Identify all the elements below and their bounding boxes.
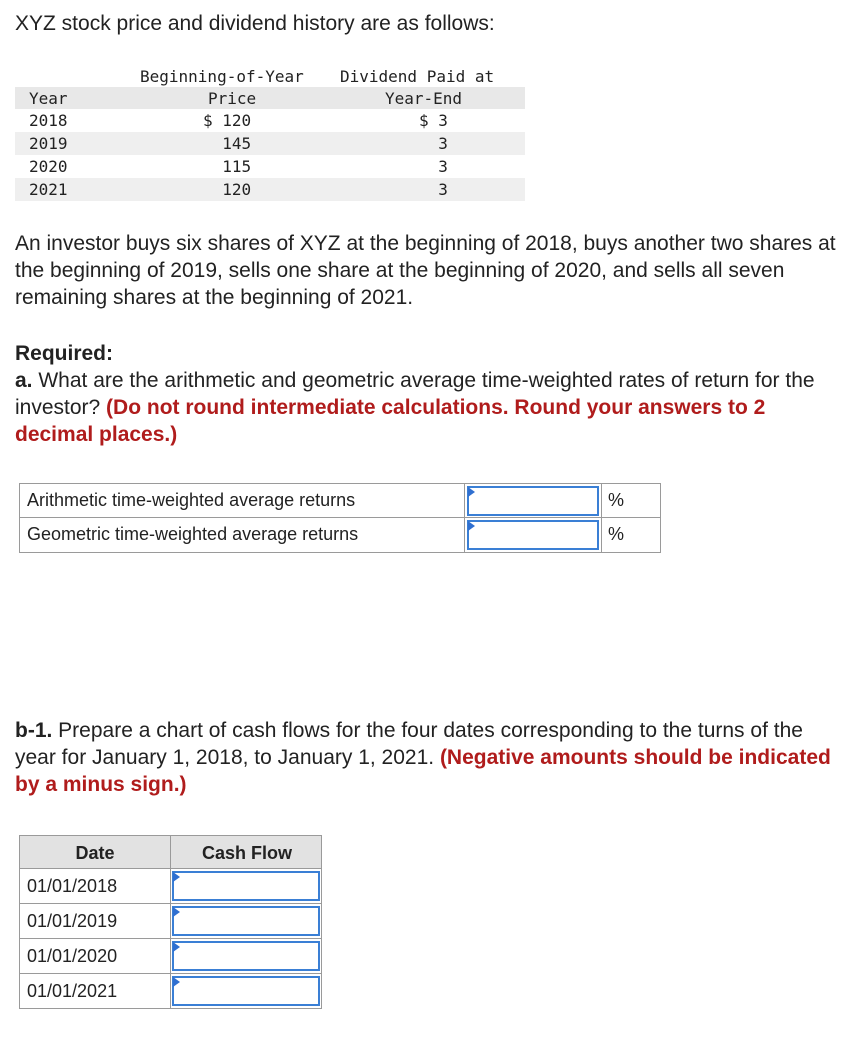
header-date: Date — [75, 843, 115, 863]
date-cell: 01/01/2021 — [27, 981, 118, 1001]
date-cell: 01/01/2018 — [27, 876, 118, 896]
scenario-paragraph: An investor buys six shares of XYZ at the beginning of 2018, buys another two shares at the beginning of 2019, sells one share at the beginning of 2020, and sells all seven remaining shares at the beginning of 2021. — [15, 232, 836, 309]
question-b1-note: (Negative amounts should be indicated by a minus sign.) — [15, 746, 831, 796]
dividend-cell: $ 3 — [419, 111, 448, 130]
question-a-note: (Do not round intermediate calculations. Round your answers to 2 decimal places.) — [15, 396, 766, 446]
price-cell: 115 — [203, 157, 252, 176]
question-b1-label: b-1. — [15, 719, 53, 742]
input-marker-icon — [468, 487, 475, 497]
answer-row-arithmetic — [19, 483, 661, 518]
percent-unit: % — [608, 490, 625, 510]
dividend-cell: 3 — [419, 180, 448, 199]
question-a — [15, 367, 840, 448]
answer-a-table — [19, 483, 661, 551]
year-cell: 2018 — [29, 111, 68, 130]
question-a-text: What are the arithmetic and geometric average time-weighted rates of return for the investor? — [15, 369, 815, 419]
table-row — [15, 132, 525, 155]
required-section — [15, 340, 840, 448]
header-price-line2: Price — [208, 89, 257, 108]
date-cell: 01/01/2019 — [27, 911, 118, 931]
geometric-return-input[interactable] — [467, 520, 599, 550]
input-marker-icon — [173, 907, 180, 917]
question-b1 — [15, 717, 840, 798]
stock-history-table — [15, 65, 525, 201]
table-header-row — [15, 65, 525, 87]
arithmetic-label: Arithmetic time-weighted average returns — [27, 490, 356, 510]
table-row — [19, 974, 322, 1009]
required-heading: Required: — [15, 342, 114, 365]
percent-unit: % — [608, 524, 625, 544]
cash-flow-input-2021[interactable] — [172, 976, 320, 1006]
geometric-label: Geometric time-weighted average returns — [27, 524, 359, 544]
year-cell: 2019 — [29, 134, 68, 153]
cash-flow-input-2020[interactable] — [172, 941, 320, 971]
input-marker-icon — [173, 872, 180, 882]
cash-flow-input-2018[interactable] — [172, 871, 320, 901]
cash-flow-input-2019[interactable] — [172, 906, 320, 936]
year-cell: 2021 — [29, 180, 68, 199]
table-row — [15, 109, 525, 132]
table-row — [15, 155, 525, 178]
cash-flow-header — [19, 835, 322, 869]
question-a-label: a. — [15, 369, 33, 392]
arithmetic-return-input[interactable] — [467, 486, 599, 516]
price-cell: $ 120 — [203, 111, 252, 130]
table-row — [19, 939, 322, 974]
input-marker-icon — [173, 942, 180, 952]
header-year: Year — [29, 89, 68, 108]
cash-flow-table — [19, 835, 322, 1009]
table-header-row — [15, 87, 525, 109]
header-cash-flow: Cash Flow — [201, 843, 292, 863]
input-marker-icon — [173, 977, 180, 987]
header-price-line1: Beginning-of-Year — [140, 67, 304, 86]
intro-text: XYZ stock price and dividend history are as follows: — [15, 12, 495, 35]
price-cell: 120 — [203, 180, 252, 199]
year-cell: 2020 — [29, 157, 68, 176]
table-row — [19, 904, 322, 939]
table-row — [15, 178, 525, 201]
date-cell: 01/01/2020 — [27, 946, 118, 966]
question-b1-text: Prepare a chart of cash flows for the four dates corresponding to the turns of the year for January 1, 2018, to January 1, 2021. — [15, 719, 803, 769]
dividend-cell: 3 — [419, 134, 448, 153]
dividend-cell: 3 — [419, 157, 448, 176]
answer-row-geometric — [19, 517, 661, 553]
table-row — [19, 869, 322, 904]
header-dividend-line1: Dividend Paid at — [340, 67, 495, 86]
price-cell: 145 — [203, 134, 252, 153]
header-dividend-line2: Year-End — [385, 89, 463, 108]
input-marker-icon — [468, 521, 475, 531]
